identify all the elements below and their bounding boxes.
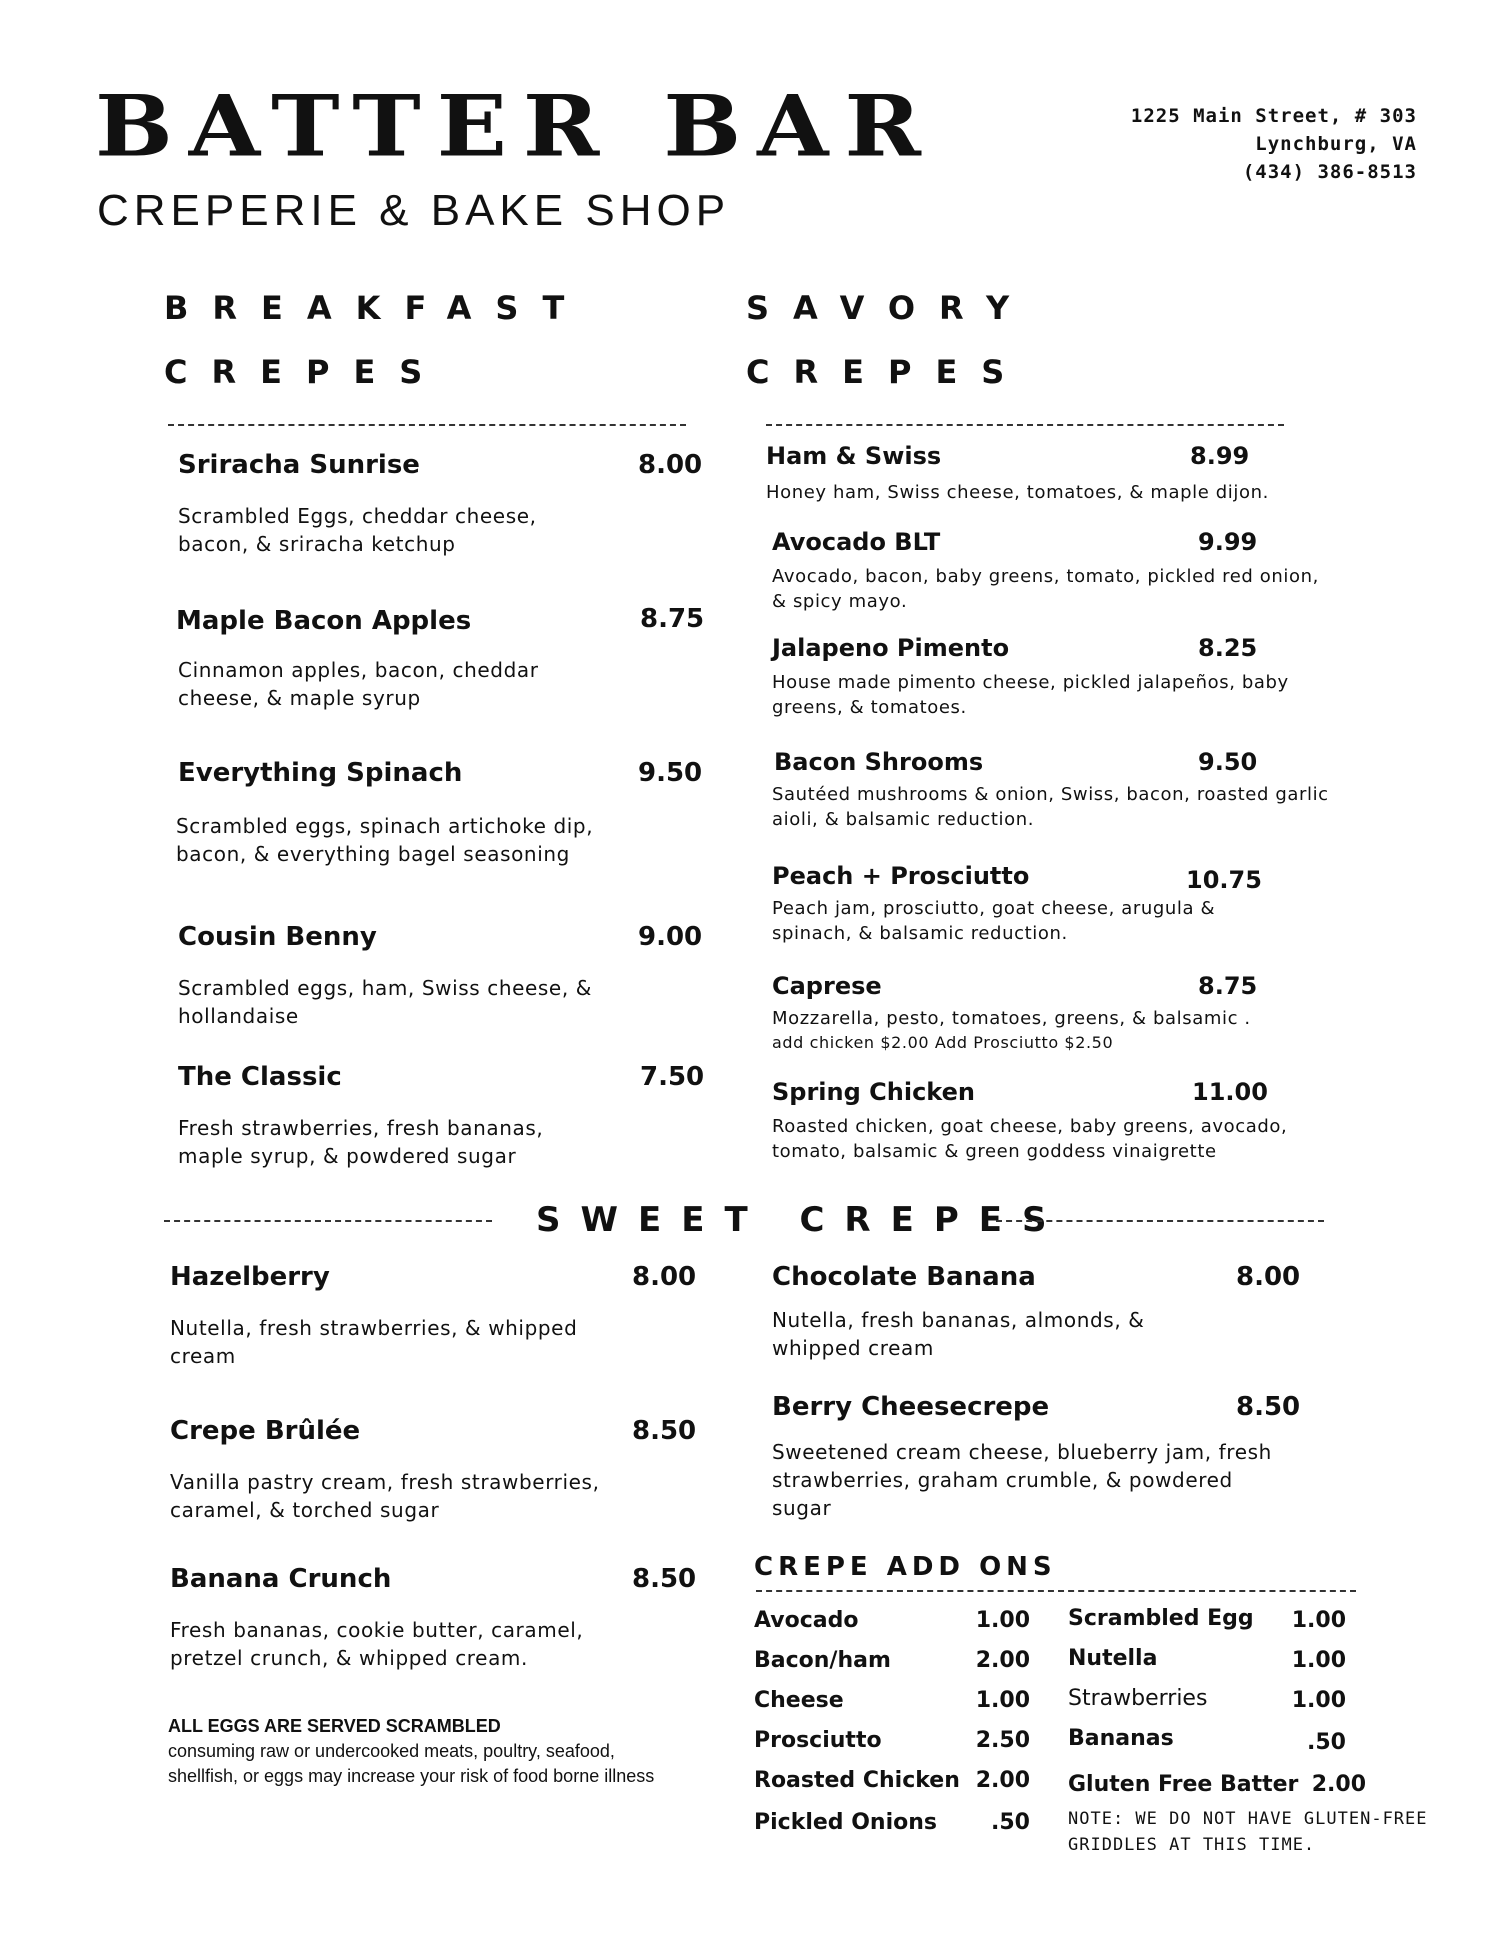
item-name: Ham & Swiss	[766, 442, 942, 470]
addon-price: 1.00	[975, 1608, 1030, 1633]
item-price: 8.99	[1190, 442, 1250, 470]
item-description: Honey ham, Swiss cheese, tomatoes, & maple dijon.	[766, 482, 1269, 503]
item-price: 8.00	[1236, 1262, 1301, 1292]
item-price: 8.50	[632, 1416, 697, 1446]
item-name: Jalapeno Pimento	[772, 634, 1010, 662]
item-name: Hazelberry	[170, 1262, 330, 1292]
addon-price: 2.00	[1311, 1772, 1366, 1797]
item-addon-note: add chicken $2.00 Add Prosciutto $2.50	[772, 1033, 1114, 1052]
address-block	[1131, 102, 1417, 186]
addon-name: Avocado	[754, 1608, 859, 1633]
item-name: Chocolate Banana	[772, 1262, 1036, 1292]
savory-divider	[766, 424, 1284, 426]
item-name: Peach + Prosciutto	[772, 862, 1030, 890]
item-name: The Classic	[178, 1062, 342, 1092]
sweet-divider-right	[996, 1220, 1324, 1222]
item-description: Sweetened cream cheese, blueberry jam, fresh strawberries, graham crumble, & powdered sugar	[772, 1440, 1272, 1520]
item-description: Mozzarella, pesto, tomatoes, greens, & balsamic .	[772, 1008, 1251, 1029]
item-description: Nutella, fresh bananas, almonds, & whipped cream	[772, 1308, 1145, 1360]
item-price: 8.25	[1198, 634, 1258, 662]
notice-heading: ALL EGGS ARE SERVED SCRAMBLED	[168, 1716, 501, 1736]
item-name: Caprese	[772, 972, 882, 1000]
address-line-2: Lynchburg, VA	[1255, 133, 1417, 155]
item-description: Fresh strawberries, fresh bananas, maple syrup, & powdered sugar	[178, 1116, 544, 1168]
addon-price: 2.00	[975, 1768, 1030, 1793]
item-price: 7.50	[640, 1062, 705, 1092]
brand-tagline: CREPERIE & BAKE SHOP	[97, 186, 731, 235]
item-price: 8.00	[638, 450, 703, 480]
addon-price: 1.00	[1291, 1648, 1346, 1673]
breakfast-heading-line1: BREAKFAST	[164, 289, 589, 327]
addon-name: Bacon/ham	[754, 1648, 891, 1673]
food-safety-notice	[168, 1714, 688, 1789]
item-description: Sautéed mushrooms & onion, Swiss, bacon, roasted garlic aioli, & balsamic reduction.	[772, 784, 1329, 830]
item-description: Avocado, bacon, baby greens, tomato, pickled red onion, & spicy mayo.	[772, 566, 1319, 612]
addon-name: Scrambled Egg	[1068, 1606, 1254, 1631]
item-name: Crepe Brûlée	[170, 1416, 361, 1446]
item-name: Banana Crunch	[170, 1564, 392, 1594]
item-price: 9.99	[1198, 528, 1258, 556]
addon-name: Strawberries	[1068, 1686, 1208, 1711]
addon-price: 2.50	[975, 1728, 1030, 1753]
item-description: Scrambled eggs, spinach artichoke dip, bacon, & everything bagel seasoning	[176, 814, 594, 866]
item-description: House made pimento cheese, pickled jalapeños, baby greens, & tomatoes.	[772, 672, 1289, 718]
item-description: Scrambled Eggs, cheddar cheese, bacon, & sriracha ketchup	[178, 504, 537, 556]
item-price: 9.00	[638, 922, 703, 952]
item-name: Cousin Benny	[178, 922, 377, 952]
gluten-free-note: NOTE: WE DO NOT HAVE GLUTEN-FREE GRIDDLES AT THIS TIME.	[1068, 1809, 1428, 1855]
item-description: Vanilla pastry cream, fresh strawberries, caramel, & torched sugar	[170, 1470, 600, 1522]
addon-price: .50	[991, 1810, 1030, 1835]
addon-price: 1.00	[1291, 1608, 1346, 1633]
item-price: 8.50	[1236, 1392, 1301, 1422]
addon-name: Roasted Chicken	[754, 1768, 960, 1793]
item-name: Maple Bacon Apples	[176, 606, 472, 636]
addon-price: .50	[1307, 1730, 1346, 1755]
addon-name: Nutella	[1068, 1646, 1158, 1671]
addon-price: 1.00	[975, 1688, 1030, 1713]
item-price: 8.75	[640, 604, 705, 634]
item-description: Scrambled eggs, ham, Swiss cheese, & hollandaise	[178, 976, 592, 1028]
brand-title: BATTER BAR	[95, 76, 937, 176]
item-price: 8.75	[1198, 972, 1258, 1000]
item-name: Berry Cheesecrepe	[772, 1392, 1050, 1422]
notice-text: consuming raw or undercooked meats, poultry, seafood, shellfish, or eggs may increase your risk of food borne illness	[168, 1741, 655, 1786]
item-name: Avocado BLT	[772, 528, 941, 556]
breakfast-divider	[168, 424, 686, 426]
addon-name: Bananas	[1068, 1726, 1174, 1751]
item-price: 10.75	[1186, 866, 1262, 894]
sweet-divider-left	[164, 1220, 492, 1222]
addons-heading: CREPE ADD ONS	[754, 1552, 1057, 1582]
breakfast-heading-line2: CREPES	[164, 353, 447, 391]
savory-heading-line1: SAVORY	[746, 289, 1034, 327]
item-price: 8.00	[632, 1262, 697, 1292]
item-name: Bacon Shrooms	[774, 748, 984, 776]
item-description: Roasted chicken, goat cheese, baby greens, avocado, tomato, balsamic & green goddess vinaigrette	[772, 1116, 1288, 1162]
addons-divider	[756, 1590, 1356, 1592]
addon-name: Pickled Onions	[754, 1810, 937, 1835]
addon-price: 2.00	[975, 1648, 1030, 1673]
item-name: Spring Chicken	[772, 1078, 975, 1106]
addon-name: Gluten Free Batter	[1068, 1772, 1299, 1797]
phone-number: (434) 386-8513	[1242, 161, 1417, 183]
item-price: 9.50	[1198, 748, 1258, 776]
item-name: Sriracha Sunrise	[178, 450, 420, 480]
addon-name: Prosciutto	[754, 1728, 882, 1753]
item-price: 9.50	[638, 758, 703, 788]
item-description: Fresh bananas, cookie butter, caramel, pretzel crunch, & whipped cream.	[170, 1618, 584, 1670]
sweet-heading: SWEET CREPES	[536, 1200, 1067, 1240]
savory-heading-line2: CREPES	[746, 353, 1029, 391]
address-line-1: 1225 Main Street, # 303	[1130, 105, 1417, 127]
item-price: 11.00	[1192, 1078, 1268, 1106]
item-name: Everything Spinach	[178, 758, 463, 788]
item-description: Cinnamon apples, bacon, cheddar cheese, & maple syrup	[178, 658, 539, 710]
item-description: Peach jam, prosciutto, goat cheese, arugula & spinach, & balsamic reduction.	[772, 898, 1216, 944]
item-price: 8.50	[632, 1564, 697, 1594]
item-description: Nutella, fresh strawberries, & whipped cream	[170, 1316, 578, 1368]
addon-name: Cheese	[754, 1688, 844, 1713]
addon-price: 1.00	[1291, 1688, 1346, 1713]
